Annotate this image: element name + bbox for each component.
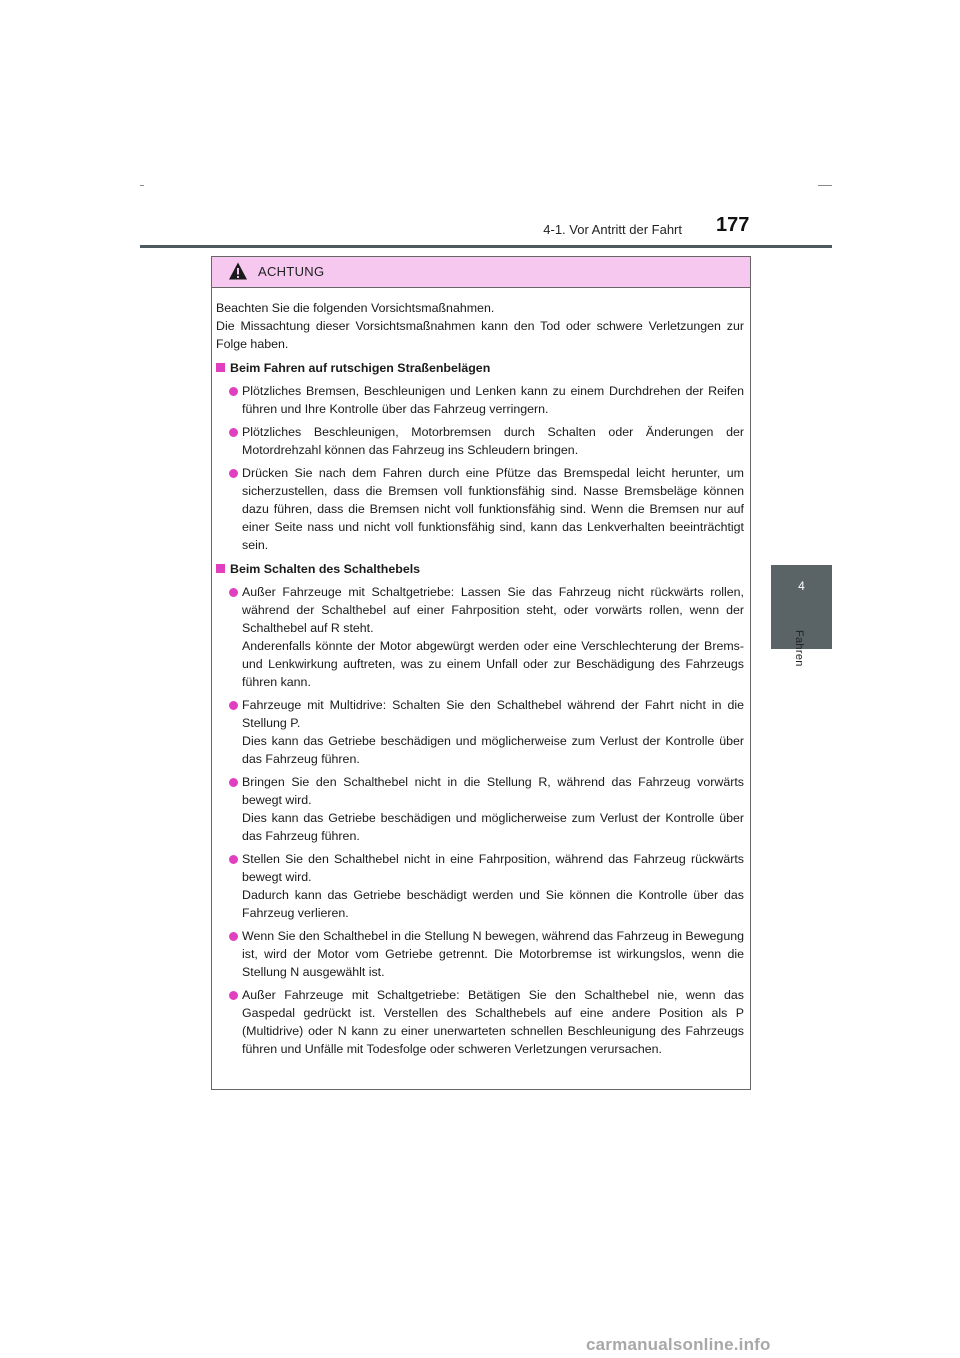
- circle-bullet-icon: [229, 701, 238, 710]
- circle-bullet-icon: [229, 387, 238, 396]
- item-text: Außer Fahrzeuge mit Schaltgetriebe: Betätigen Sie den Schalthebel nie, wenn das Gaspedal gedrückt ist. Verstellen des Schalthebels auf eine andere Position als P (Multidrive) oder N kann zu einer unerwarteten schnellen Beschleunigung des Fahrzeugs führen und Unfälle mit Todesfolge oder schweren Verletzungen verursachen.: [242, 988, 744, 1056]
- circle-bullet-icon: [229, 855, 238, 864]
- item-text: Drücken Sie nach dem Fahren durch eine Pfütze das Bremspedal leicht herunter, um sicherzustellen, dass die Bremsen voll funktionsfähig sind. Nasse Bremsbeläge können dazu führen, dass die Bremsen nicht voll funktionsfähig sind. Wenn die Bremsen nur auf einer Seite nass und nicht voll funktionsfähig sind, kann das Lenkverhalten beeinträchtigt sein.: [242, 466, 744, 552]
- square-bullet-icon: [216, 363, 225, 372]
- intro-line: Die Missachtung dieser Vorsichtsmaßnahmen kann den Tod oder schwere Verletzungen zur Folge haben.: [216, 319, 744, 351]
- item-text: Anderenfalls könnte der Motor abgewürgt werden oder eine Verschlechterung der Brems- und Lenkwirkung auftreten, was zu einem Unfall oder zur Beschädigung des Fahrzeugs führen kann.: [242, 639, 744, 689]
- circle-bullet-icon: [229, 778, 238, 787]
- item-text: Plötzliches Beschleunigen, Motorbremsen durch Schalten oder Änderungen der Motordrehzahl können das Fahrzeug ins Schleudern bringen.: [242, 425, 744, 457]
- intro-line: Beachten Sie die folgenden Vorsichtsmaßnahmen.: [216, 301, 495, 315]
- chapter-label: Fahren: [793, 630, 805, 667]
- item-text: Stellen Sie den Schalthebel nicht in eine Fahrposition, während das Fahrzeug rückwärts bewegt wird.: [242, 852, 744, 884]
- item-text: Fahrzeuge mit Multidrive: Schalten Sie den Schalthebel während der Fahrt nicht in die Stellung P.: [242, 698, 744, 730]
- chapter-number: 4: [798, 579, 805, 593]
- section-heading: [216, 560, 744, 578]
- warning-header: [212, 257, 750, 288]
- circle-bullet-icon: [229, 469, 238, 478]
- item-text: Bringen Sie den Schalthebel nicht in die Stellung R, während das Fahrzeug vorwärts bewegt wird.: [242, 775, 744, 807]
- list-item: [216, 464, 744, 554]
- warning-box: [211, 256, 751, 1090]
- warning-title: ACHTUNG: [258, 264, 325, 279]
- circle-bullet-icon: [229, 428, 238, 437]
- list-item: [216, 986, 744, 1058]
- list-item: [216, 423, 744, 459]
- circle-bullet-icon: [229, 932, 238, 941]
- warning-triangle-icon: [228, 261, 248, 281]
- section-heading: [216, 359, 744, 377]
- list-item: [216, 927, 744, 981]
- header-rule: [140, 245, 832, 248]
- item-text: Plötzliches Bremsen, Beschleunigen und Lenken kann zu einem Durchdrehen der Reifen führen und Ihre Kontrolle über das Fahrzeug verringern.: [242, 384, 744, 416]
- list-item: [216, 382, 744, 418]
- crop-mark-right: [818, 185, 832, 186]
- section-title: 4-1. Vor Antritt der Fahrt: [543, 222, 682, 237]
- item-text: Dies kann das Getriebe beschädigen und möglicherweise zum Verlust der Kontrolle über das Fahrzeug führen.: [242, 734, 744, 766]
- circle-bullet-icon: [229, 588, 238, 597]
- circle-bullet-icon: [229, 991, 238, 1000]
- crop-mark-left: [140, 185, 144, 186]
- item-text: Dadurch kann das Getriebe beschädigt werden und Sie können die Kontrolle über das Fahrzeug verlieren.: [242, 888, 744, 920]
- warning-body: [216, 299, 744, 1058]
- section-heading-text: Beim Schalten des Schalthebels: [230, 562, 421, 576]
- list-item: [216, 583, 744, 691]
- page-number: 177: [716, 214, 750, 236]
- item-text: Dies kann das Getriebe beschädigen und möglicherweise zum Verlust der Kontrolle über das Fahrzeug führen.: [242, 811, 744, 843]
- page-header: [0, 210, 960, 250]
- list-item: [216, 773, 744, 845]
- watermark: carmanualsonline.info: [586, 1335, 771, 1354]
- list-item: [216, 696, 744, 768]
- list-item: [216, 850, 744, 922]
- section-heading-text: Beim Fahren auf rutschigen Straßenbelägen: [230, 361, 491, 375]
- item-text: Außer Fahrzeuge mit Schaltgetriebe: Lassen Sie das Fahrzeug nicht rückwärts rollen, während der Schalthebel auf einer Fahrposition steht, oder vorwärts rollen, wenn der Schalthebel auf R steht.: [242, 585, 744, 635]
- item-text: Wenn Sie den Schalthebel in die Stellung N bewegen, während das Fahrzeug in Bewegung ist, wird der Motor vom Getriebe getrennt. Die Motorbremse ist wirkungslos, wenn die Stellung N ausgewählt ist.: [242, 929, 744, 979]
- square-bullet-icon: [216, 564, 225, 573]
